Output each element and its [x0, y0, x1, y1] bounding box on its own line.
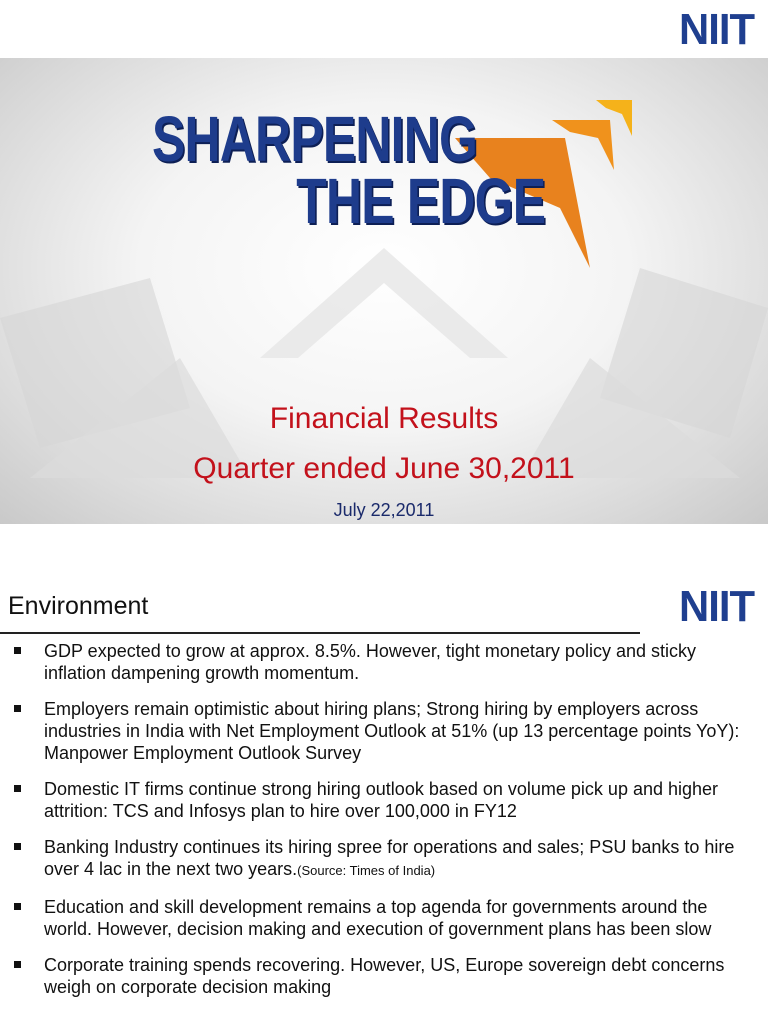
niit-logo: NIIT [678, 582, 754, 631]
bullet-list [0, 640, 768, 1012]
financial-results-heading: Financial Results [269, 402, 499, 435]
bullet-text: Corporate training spends recovering. However, US, Europe sovereign debt concerns weigh on corporate decision making [44, 955, 725, 997]
list-item [0, 954, 768, 998]
presentation-date: July 22,2011 [333, 500, 435, 520]
square-bullet-icon [14, 647, 21, 654]
square-bullet-icon [14, 705, 21, 712]
niit-logo: NIIT [678, 5, 754, 54]
list-item [0, 698, 768, 764]
environment-slide [0, 576, 768, 1024]
square-bullet-icon [14, 843, 21, 850]
list-item [0, 896, 768, 940]
title-line-2: THE EDGE [296, 165, 546, 237]
sharpening-the-edge-title [152, 103, 546, 237]
bullet-text: GDP expected to grow at approx. 8.5%. However, tight monetary policy and sticky inflation dampening growth momentum. [44, 641, 696, 683]
list-item [0, 640, 768, 684]
bullet-text: Employers remain optimistic about hiring plans; Strong hiring by employers across industries in India with Net Employment Outlook at 51% (up 13 percentage points YoY): Manpower Employment Outlook Survey [44, 699, 740, 763]
heading-divider [0, 632, 640, 634]
square-bullet-icon [14, 785, 21, 792]
list-item [0, 836, 768, 882]
source-note: (Source: Times of India) [297, 863, 436, 878]
title-line-1: SHARPENING [152, 103, 478, 175]
square-bullet-icon [14, 961, 21, 968]
bullet-text: Banking Industry continues its hiring spree for operations and sales; PSU banks to hire over 4 lac in the next two years. [44, 837, 735, 879]
quarter-ended-heading: Quarter ended June 30,2011 [193, 452, 575, 485]
square-bullet-icon [14, 903, 21, 910]
bullet-text: Education and skill development remains a top agenda for governments around the world. However, decision making and execution of government plans has been slow [44, 897, 712, 939]
bullet-text: Domestic IT firms continue strong hiring outlook based on volume pick up and higher attrition: TCS and Infosys plan to hire over 100,000 in FY12 [44, 779, 719, 821]
slide-heading: Environment [8, 592, 149, 620]
list-item [0, 778, 768, 822]
